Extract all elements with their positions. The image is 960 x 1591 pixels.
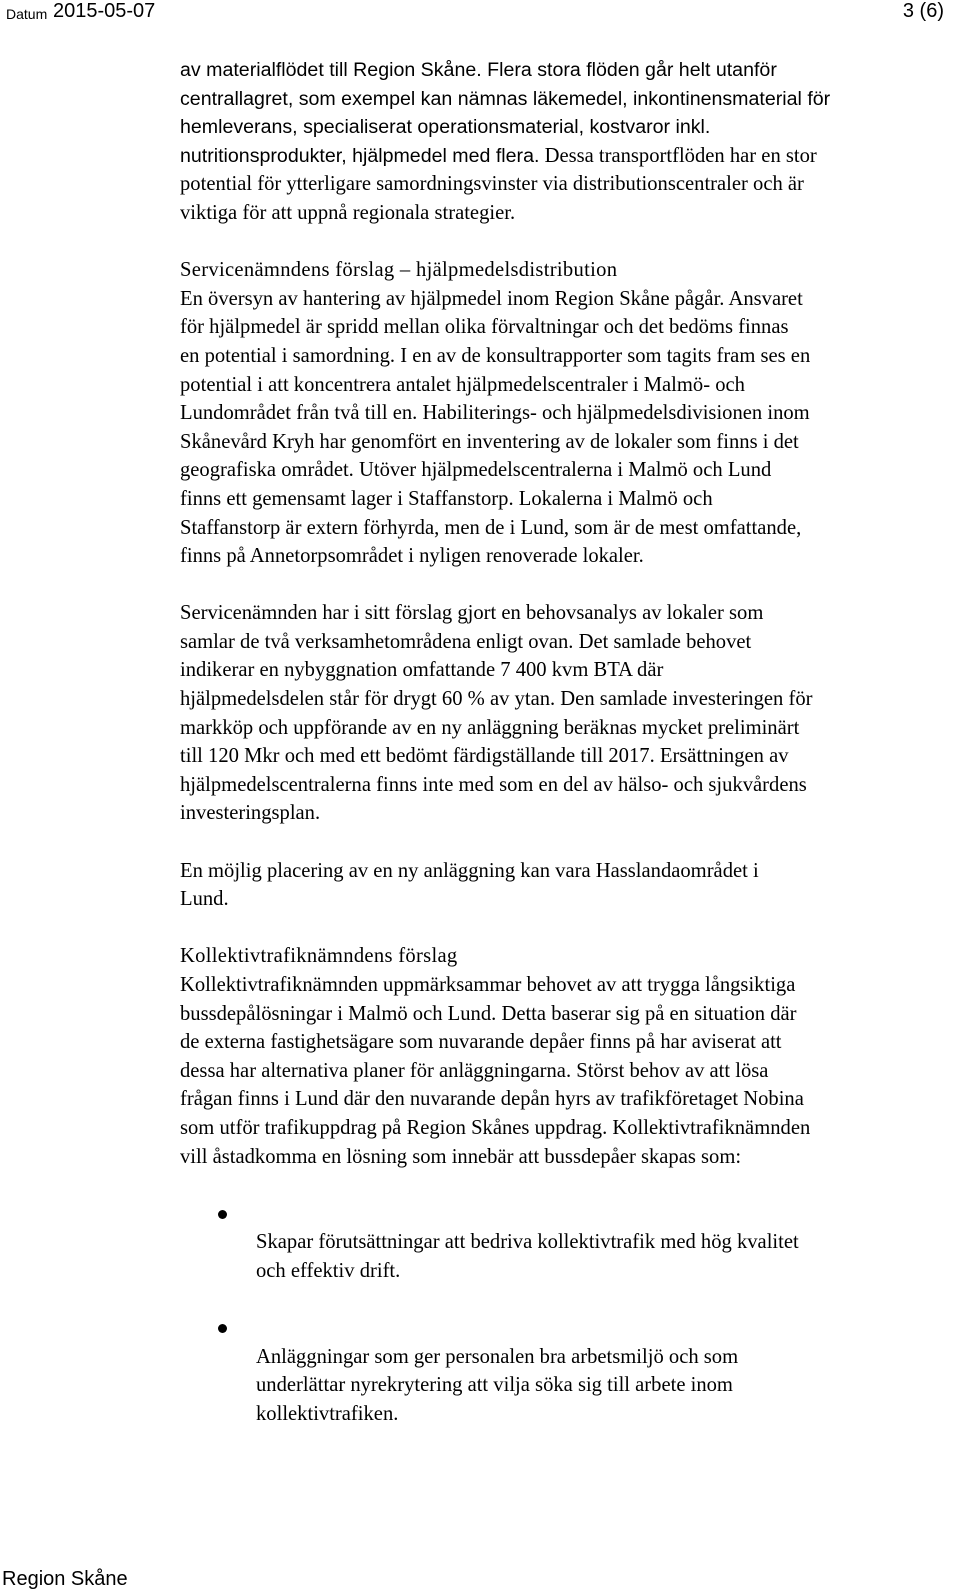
paragraph-material-flow [180, 56, 950, 228]
list-item [180, 1314, 950, 1428]
bullet-icon [218, 1324, 227, 1333]
page-number: 3 (6) [902, 0, 944, 22]
paragraph-placering: En möjlig placering av en ny anläggning kan vara Hasslandaområdet i Lund. [180, 859, 759, 911]
document-date: 2015-05-07 [53, 0, 156, 22]
bullet-icon [218, 1210, 227, 1219]
document-body [180, 56, 950, 1457]
paragraph-material-flow-part2: Dessa transportflöden har en stor potential för ytterligare samordningsvinster via distributionscentraler och är viktiga för att uppnå regionala strategier. [180, 144, 817, 224]
list-item-text: Anläggningar som ger personalen bra arbetsmiljö och som underlättar nyrekrytering att vilja söka sig till arbete inom kollektivtrafiken. [256, 1345, 739, 1425]
section-servicenamnden [180, 256, 950, 571]
paragraph-material-flow-part1: av materialflödet till Region Skåne. Flera stora flöden går helt utanför centrallagret, som exempel kan nämnas läkemedel, inkontinensmaterial för hemleverans, specialiserat operationsmaterial, kostvaror inkl. nutritionsprodukter, hjälpmedel med flera. [180, 59, 831, 167]
heading-servicenamnden: Servicenämndens förslag – hjälpmedelsdistribution [180, 259, 618, 282]
list-item-text: Skapar förutsättningar att bedriva kollektivtrafik med hög kvalitet och effektiv drift. [256, 1231, 799, 1282]
section-kollektivtrafik [180, 942, 950, 1171]
paragraph-hjalpmedel-overview: En översyn av hantering av hjälpmedel inom Region Skåne pågår. Ansvaret för hjälpmedel är spridd mellan olika förvaltningar och det bedöms finnas en potential i samordning. I en av de konsultrapporter som tagits fram ses en potential i att koncentrera antalet hjälpmedelscentraler i Malmö- och Lundområdet från två till en. Habiliterings- och hjälpmedelsdivisionen inom Skånevård Kryh har genomfört en inventering av de lokaler som finns i det geografiska området. Utöver hjälpmedelscentralerna i Malmö och Lund finns ett gemensamt lager i Staffanstorp. Lokalerna i Malmö och Staffanstorp är extern förhyrda, men de i Lund, som är de mest omfattande, finns på Annetorpsområdet i nyligen renoverade lokaler. [180, 287, 811, 568]
page-footer: Region Skåne [2, 1568, 128, 1590]
paragraph-behovsanalys: Servicenämnden har i sitt förslag gjort en behovsanalys av lokaler som samlar de två verksamhetområdena enligt ovan. Det samlade behovet indikerar en nybyggnation omfattande 7 400 kvm BTA där hjälpmedelsdelen står för drygt 60 % av ytan. Den samlade investeringen för markköp och uppförande av en ny anläggning beräknas mycket preliminärt till 120 Mkr och med ett bedömt färdigställande till 2017. Ersättningen av hjälpmedelscentralerna finns inte med som en del av hälso- och sjukvårdens investeringsplan. [180, 602, 813, 825]
date-label: Datum [6, 6, 48, 22]
requirements-list [180, 1200, 950, 1429]
page-header [0, 0, 960, 30]
heading-kollektivtrafik: Kollektivtrafiknämndens förslag [180, 945, 458, 968]
list-item [180, 1200, 950, 1286]
paragraph-bussdepa: Kollektivtrafiknämnden uppmärksammar behovet av att trygga långsiktiga bussdepålösningar i Malmö och Lund. Detta baserar sig på en situation där de externa fastighetsägare som nuvarande depåer finns på har aviserat att dessa har alternativa planer för anläggningarna. Störst behov av att lösa frågan finns i Lund där den nuvarande depån hyrs av trafikföretaget Nobina som utför trafikuppdrag på Region Skånes uppdrag. Kollektivtrafiknämnden vill åstadkomma en lösning som innebär att bussdepåer skapas som: [180, 974, 811, 1168]
